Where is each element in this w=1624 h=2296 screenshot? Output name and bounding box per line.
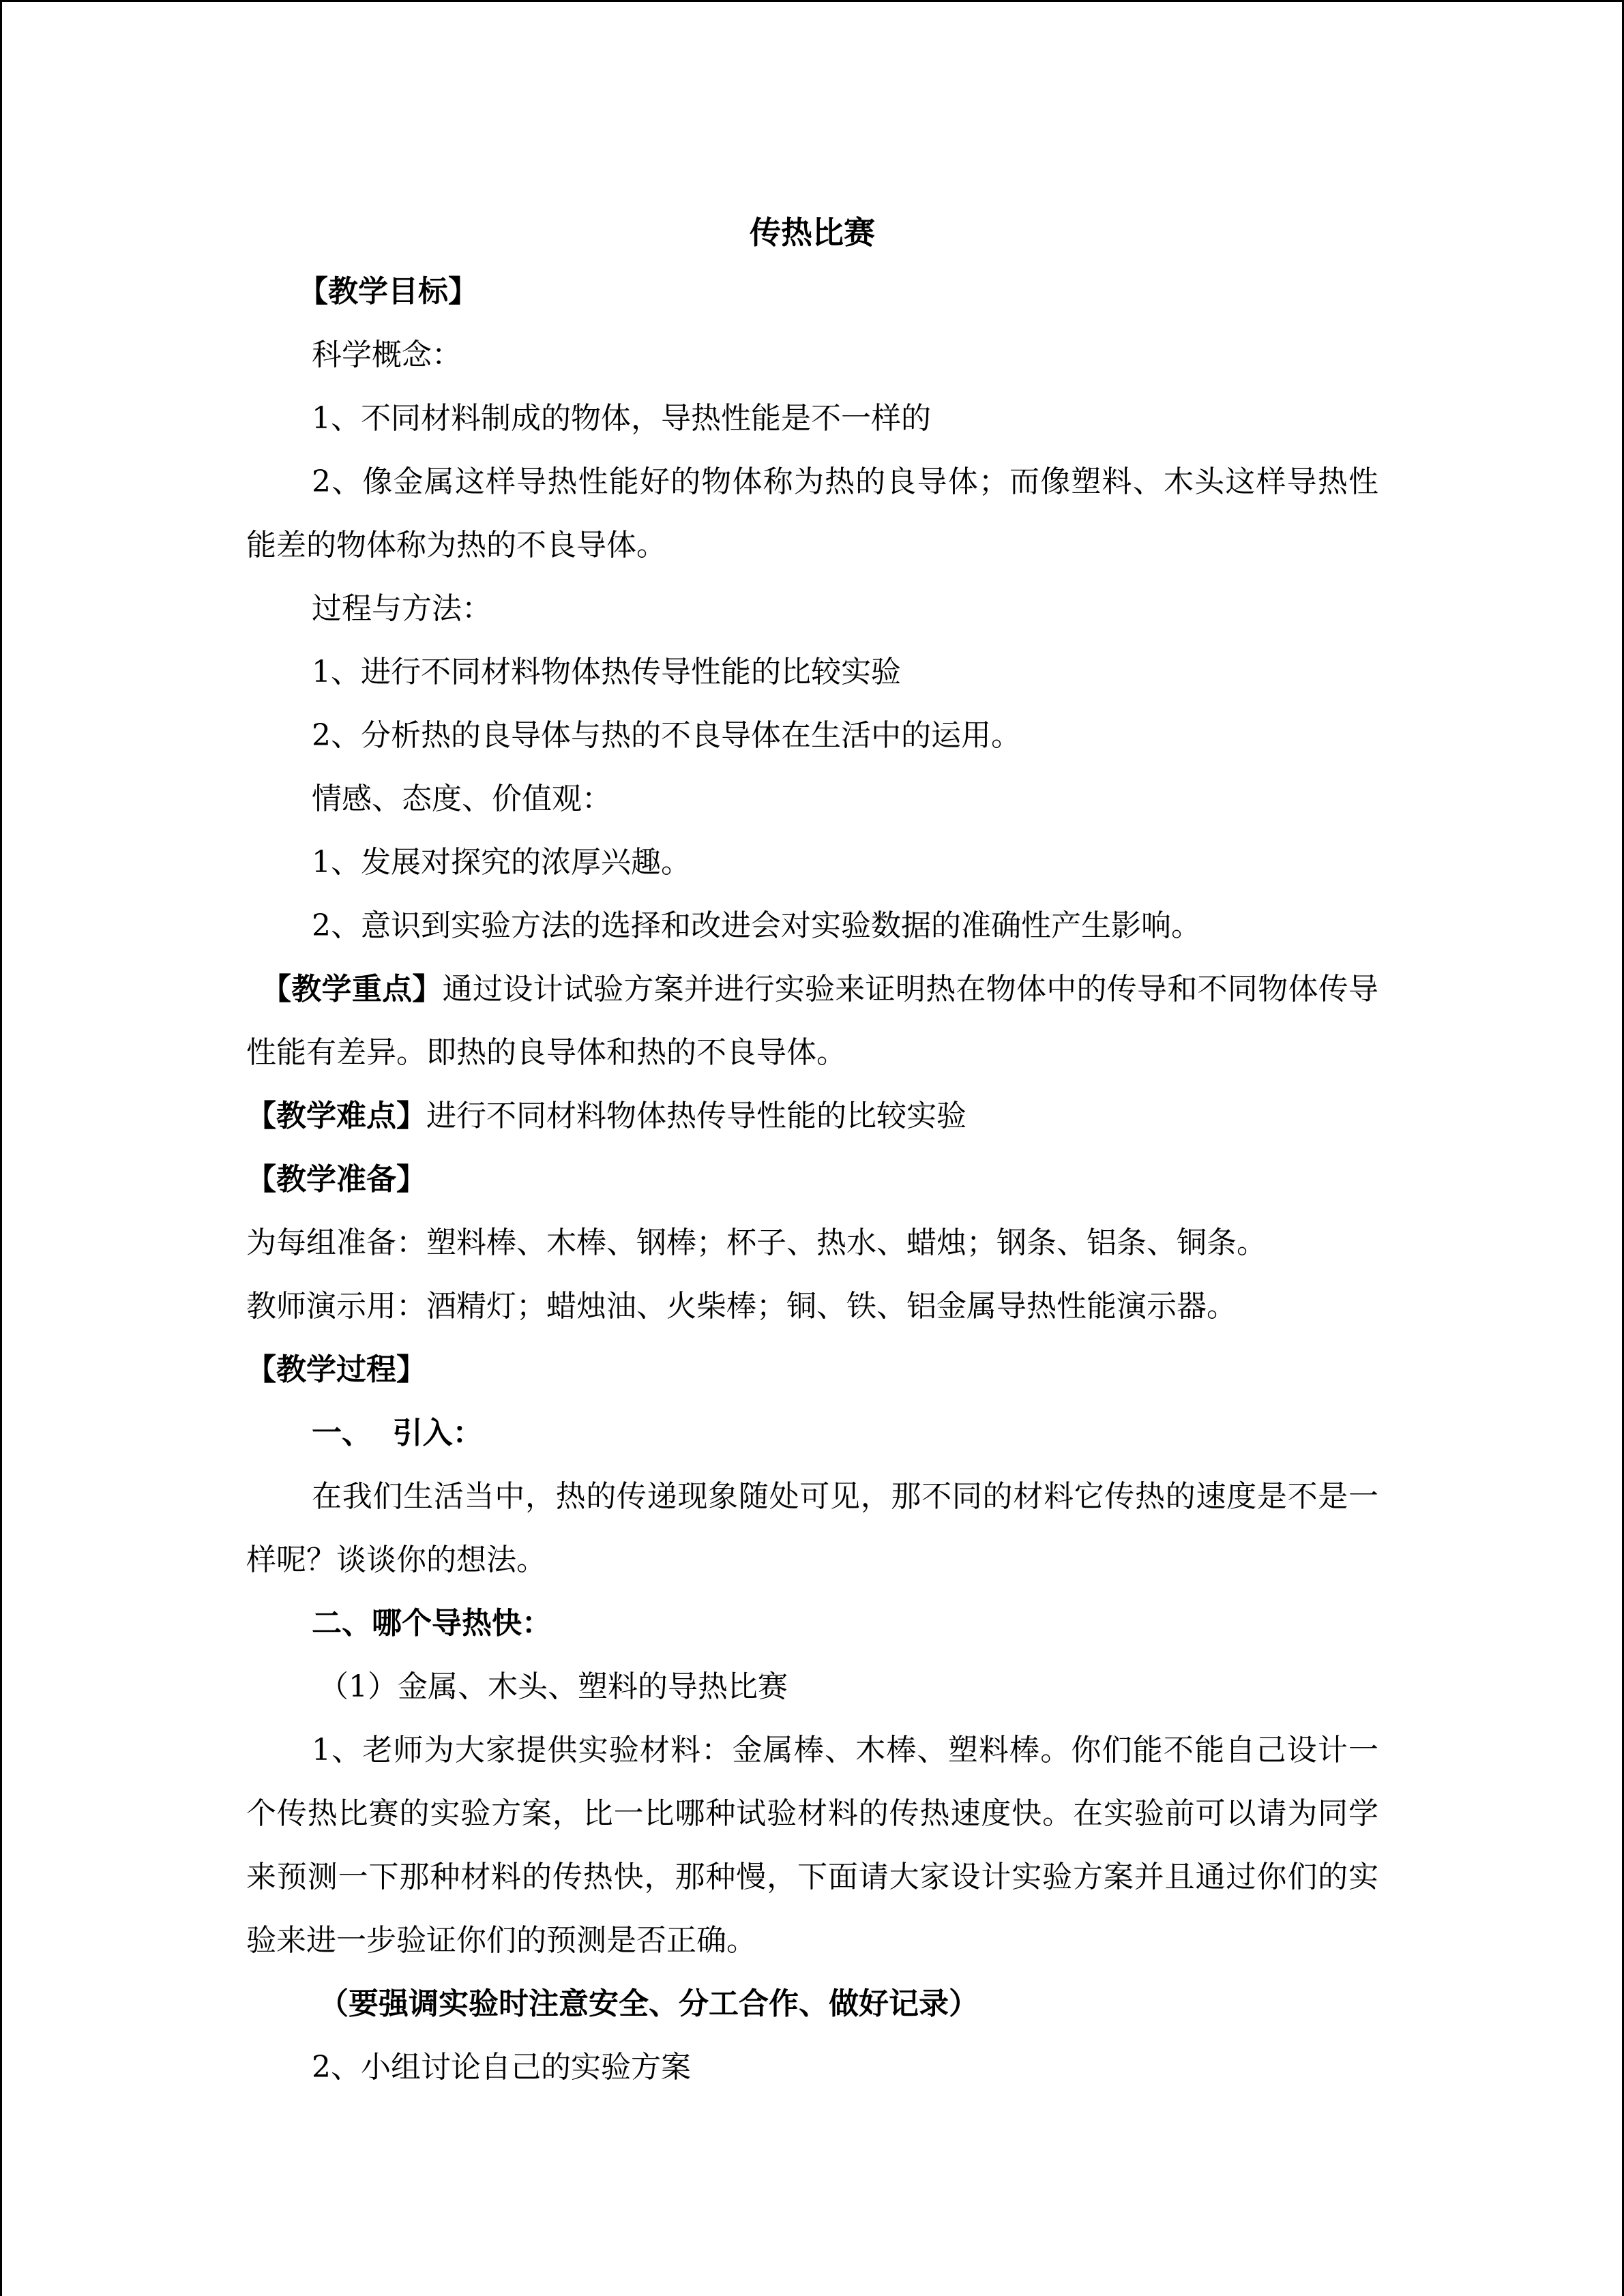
objectives-heading: 【教学目标】 — [298, 274, 478, 309]
difficulty-heading: 【教学难点】 — [246, 1099, 426, 1133]
concept-item: 1、不同材料制成的物体，导热性能是不一样的 — [312, 401, 931, 436]
attitude-label: 情感、态度、价值观： — [312, 781, 612, 816]
concept-label: 科学概念： — [312, 338, 462, 372]
step2-text: 2、小组讨论自己的实验方案 — [312, 2050, 691, 2085]
key-point-paragraph — [246, 957, 1378, 1084]
section1-text: 在我们生活当中，热的传递现象随处可见，那不同的材料它传热的速度是不是一样呢？谈谈你的想法。 — [246, 1479, 1378, 1577]
subsection1-heading: （1）金属、木头、塑料的导热比赛 — [319, 1669, 788, 1704]
difficulty-paragraph — [246, 1084, 1378, 1148]
attitude-item: 2、意识到实验方法的选择和改进会对实验数据的准确性产生影响。 — [312, 908, 1201, 943]
key-point-heading: 【教学重点】 — [261, 972, 443, 1007]
document-title: 传热比赛 — [750, 214, 875, 251]
attitude-item: 1、发展对探究的浓厚兴趣。 — [312, 845, 691, 880]
preparation-heading: 【教学准备】 — [246, 1162, 426, 1197]
document-body — [246, 205, 1378, 2099]
section1-heading: 一、 引入： — [312, 1416, 483, 1450]
process-heading: 【教学过程】 — [246, 1352, 426, 1387]
key-point-text: 通过设计试验方案并进行实验来证明热在物体中的传导和不同物体传导性能有差异。即热的良导体和热的不良导体。 — [246, 972, 1379, 1070]
process-method-label: 过程与方法： — [312, 591, 492, 626]
preparation-line: 教师演示用：酒精灯；蜡烛油、火柴棒；铜、铁、铝金属导热性能演示器。 — [246, 1289, 1237, 1324]
concept-item: 2、像金属这样导热性能好的物体称为热的良导体；而像塑料、木头这样导热性能差的物体称为热的不良导体。 — [246, 464, 1378, 563]
difficulty-text: 进行不同材料物体热传导性能的比较实验 — [426, 1099, 966, 1133]
process-method-item: 1、进行不同材料物体热传导性能的比较实验 — [312, 655, 901, 689]
section2-heading: 二、哪个导热快： — [312, 1606, 552, 1641]
safety-note: （要强调实验时注意安全、分工合作、做好记录） — [319, 1986, 979, 2021]
step1-text: 1、老师为大家提供实验材料：金属棒、木棒、塑料棒。你们能不能自己设计一个传热比赛的实验方案，比一比哪种试验材料的传热速度快。在实验前可以请为同学来预测一下那种材料的传热快，那种慢，下面请大家设计实验方案并且通过你们的实验来进一步验证你们的预测是否正确。 — [246, 1733, 1378, 1958]
preparation-line: 为每组准备：塑料棒、木棒、钢棒；杯子、热水、蜡烛；钢条、铝条、铜条。 — [246, 1225, 1267, 1260]
process-method-item: 2、分析热的良导体与热的不良导体在生活中的运用。 — [312, 718, 1021, 753]
